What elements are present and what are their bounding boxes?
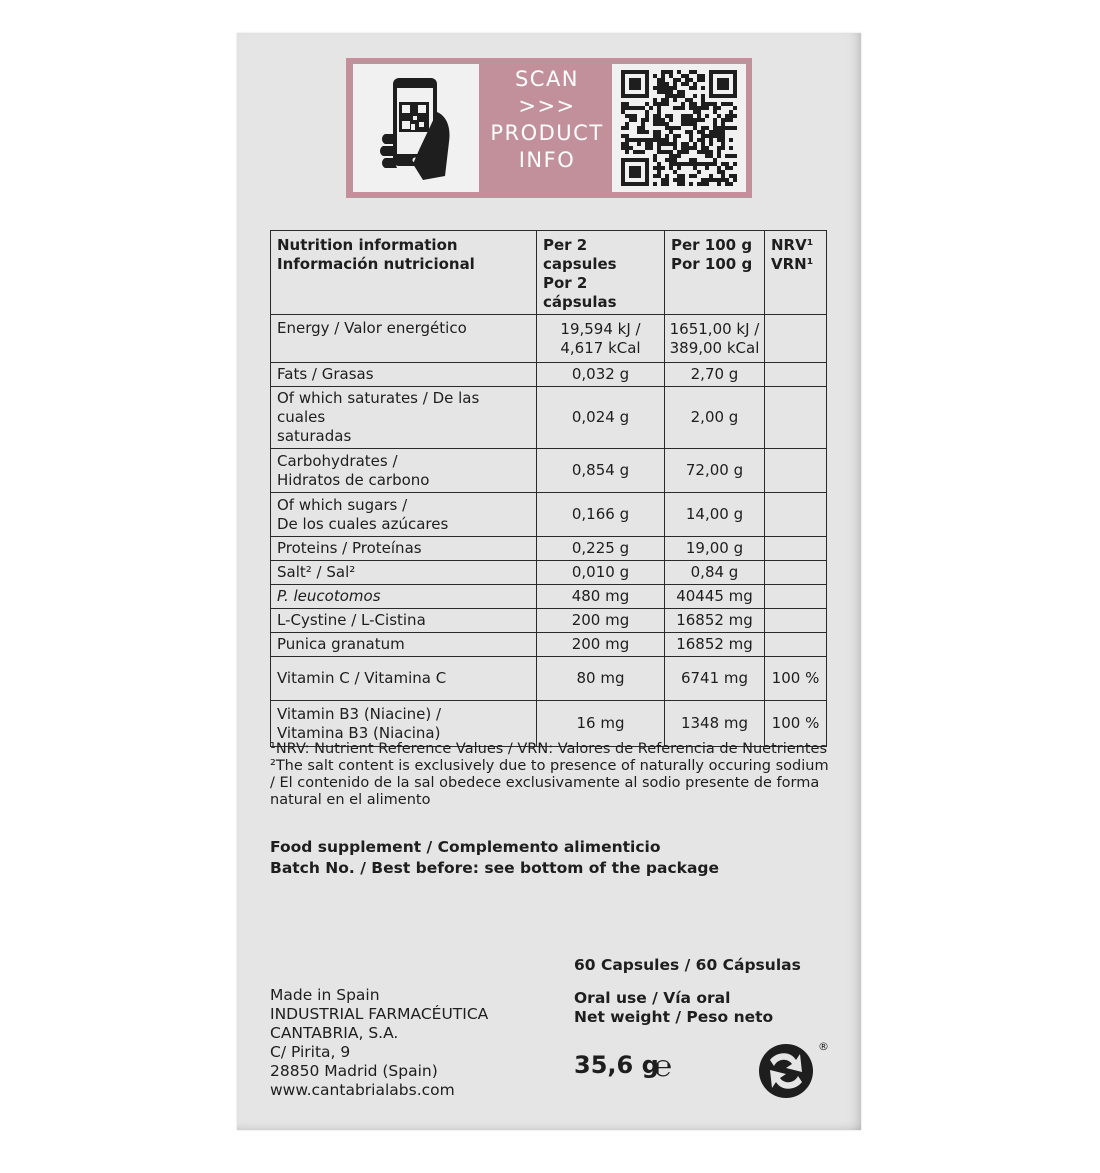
- header-nutrition-information: Nutrition information Información nutricional: [271, 231, 537, 315]
- scan-product-info-text: [482, 66, 612, 174]
- table-row: Carbohydrates / Hidratos de carbono 0,854 g 72,00 g: [271, 449, 827, 493]
- nutrition-table: [270, 230, 827, 747]
- nutrition-header-row: [271, 231, 827, 315]
- footnotes: [270, 741, 830, 809]
- table-row: Vitamin C / Vitamina C 80 mg 6741 mg 100 %: [271, 657, 827, 701]
- table-row: Of which saturates / De las cuales saturadas 0,024 g 2,00 g: [271, 387, 827, 449]
- scan-line-4: INFO: [518, 148, 576, 172]
- qr-panel: [612, 64, 746, 192]
- food-supplement-block: [270, 837, 830, 879]
- table-row: Fats / Grasas 0,032 g 2,70 g: [271, 363, 827, 387]
- scan-line-1: SCAN: [514, 67, 580, 91]
- website[interactable]: www.cantabrialabs.com: [270, 1081, 455, 1099]
- net-weight-label: Net weight / Peso neto: [574, 1008, 774, 1026]
- table-row: Of which sugars / De los cuales azúcares 0,166 g 14,00 g: [271, 493, 827, 537]
- manufacturer-block: [270, 986, 560, 1100]
- table-row: Salt² / Sal² 0,010 g 0,84 g: [271, 561, 827, 585]
- estimated-sign: ℮: [654, 1049, 673, 1084]
- batch-text: Batch No. / Best before: see bottom of the package: [270, 859, 720, 877]
- food-supplement-text: Food supplement / Complemento alimenticio: [270, 838, 661, 856]
- header-per-100g: Per 100 g Por 100 g: [665, 231, 765, 315]
- table-row: L-Cystine / L-Cistina 200 mg 16852 mg: [271, 609, 827, 633]
- phone-qr-icon: [353, 64, 479, 192]
- table-row: Energy / Valor energético 19,594 kJ / 4,617 kCal 1651,00 kJ / 389,00 kCal: [271, 315, 827, 363]
- address-street: C/ Pirita, 9: [270, 1043, 351, 1061]
- scan-line-2: >>>: [518, 94, 576, 118]
- table-row: Proteins / Proteínas 0,225 g 19,00 g: [271, 537, 827, 561]
- phone-panel: [353, 64, 479, 192]
- scan-line-3: PRODUCT: [490, 121, 604, 145]
- registered-mark: ®: [818, 1040, 829, 1053]
- table-row: Punica granatum 200 mg 16852 mg: [271, 633, 827, 657]
- oral-use: Oral use / Vía oral: [574, 989, 731, 1007]
- address-city: 28850 Madrid (Spain): [270, 1062, 438, 1080]
- use-block: [574, 989, 773, 1027]
- net-weight-value: 35,6 g: [574, 1051, 659, 1079]
- qr-code-icon[interactable]: [612, 64, 746, 192]
- footnote-nrv: ¹NRV: Nutrient Reference Values / VRN: Valores de Referencia de Nuetrientes: [270, 741, 828, 757]
- footnote-salt: ²The salt content is exclusively due to presence of naturally occuring sodium / El contenido de la sal obedece exclusivamente al sodio presente de forma natural en el alimento: [270, 758, 829, 808]
- table-row: Vitamin B3 (Niacine) / Vitamina B3 (Niacina) 16 mg 1348 mg 100 %: [271, 701, 827, 747]
- header-per-2-capsules: Per 2 capsules Por 2 cápsulas: [537, 231, 665, 315]
- company-name-1: INDUSTRIAL FARMACÉUTICA: [270, 1005, 489, 1023]
- table-row: P. leucotomos 480 mg 40445 mg: [271, 585, 827, 609]
- green-dot-recycle-icon: [756, 1038, 829, 1100]
- header-nrv: NRV¹ VRN¹: [765, 231, 827, 315]
- company-name-2: CANTABRIA, S.A.: [270, 1024, 399, 1042]
- made-in: Made in Spain: [270, 986, 380, 1004]
- capsule-count: 60 Capsules / 60 Cápsulas: [574, 956, 801, 974]
